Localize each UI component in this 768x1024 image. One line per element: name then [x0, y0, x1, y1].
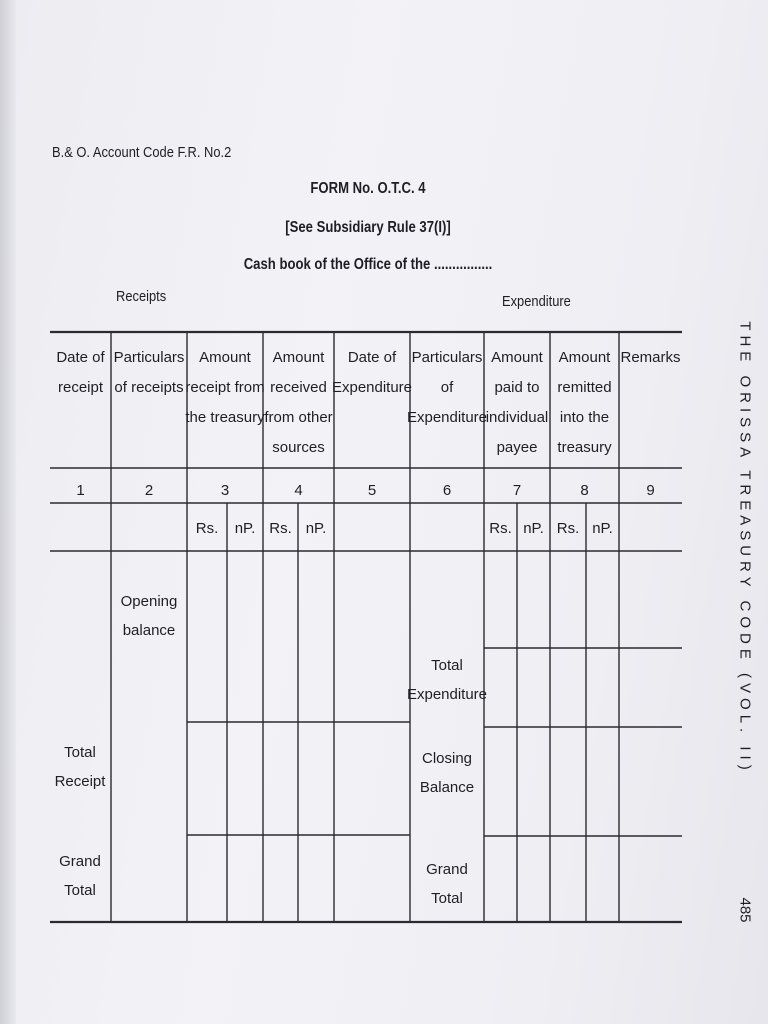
column-number: 2 — [144, 482, 154, 499]
column-header-text: Particulars — [113, 349, 185, 366]
rupees-subheader: Rs. — [195, 520, 219, 537]
column-header-text: Amount — [491, 349, 543, 366]
grand-total-right-label: Total — [431, 890, 463, 907]
column-header-text: receipt from — [185, 379, 265, 396]
column-header-text: into the — [559, 409, 610, 426]
column-header-text: of receipts — [114, 379, 184, 396]
column-number: 4 — [294, 482, 303, 499]
column-number: 9 — [646, 482, 655, 499]
column-number: 8 — [580, 482, 589, 499]
subsidiary-rule: [See Subsidiary Rule 37(I)] — [285, 219, 451, 236]
column-header-text: of — [440, 379, 454, 396]
closing-balance-label: Closing — [421, 750, 473, 767]
expenditure-label: Expenditure — [502, 293, 571, 310]
column-number: 3 — [220, 482, 230, 499]
rupees-subheader: Rs. — [489, 520, 512, 537]
column-header-text: Amount — [199, 349, 251, 366]
column-header-text: the treasury — [185, 409, 265, 426]
total-expenditure-label: Expenditure — [406, 686, 488, 703]
rupees-subheader: Rs. — [556, 520, 580, 537]
closing-balance-label: Balance — [419, 779, 475, 796]
column-header-text: Expenditure — [406, 409, 488, 426]
column-header-text: sources — [272, 439, 325, 456]
column-header-text: individual — [485, 409, 549, 426]
paise-subheader: nP. — [234, 520, 256, 537]
column-header-text: from other — [264, 409, 333, 426]
column-number: 1 — [76, 482, 85, 499]
book-title-vertical: THE ORISSA TREASURY CODE (VOL. II) — [736, 321, 754, 775]
total-receipt-label: Receipt — [54, 773, 106, 790]
column-header-text: Amount — [558, 349, 611, 366]
column-header-text: Expenditure — [331, 379, 413, 396]
column-number: 5 — [367, 482, 377, 499]
grand-total-left-label: Grand — [59, 853, 101, 870]
column-header-text: Particulars — [411, 349, 483, 366]
column-number: 6 — [442, 482, 452, 499]
column-header-text: Amount — [272, 349, 325, 366]
account-code: B.& O. Account Code F.R. No.2 — [52, 144, 232, 161]
column-header-text: Date of — [56, 349, 105, 366]
receipts-label: Receipts — [116, 288, 167, 305]
column-header-text: paid to — [494, 379, 540, 396]
page-number: 485 — [736, 897, 754, 923]
total-expenditure-label: Total — [431, 657, 463, 674]
column-header-text: receipt — [57, 379, 104, 396]
column-header-text: Date of — [347, 349, 397, 366]
column-header-text: Remarks — [620, 349, 681, 366]
form-number: FORM No. O.T.C. 4 — [310, 180, 426, 197]
paise-subheader: nP. — [523, 520, 544, 537]
column-header-text: received — [270, 379, 327, 396]
paise-subheader: nP. — [592, 520, 613, 537]
total-receipt-label: Total — [64, 744, 96, 761]
column-header-text: remitted — [557, 379, 612, 396]
column-header-text: treasury — [557, 439, 612, 456]
paise-subheader: nP. — [305, 520, 327, 537]
rupees-subheader: Rs. — [269, 520, 292, 537]
cash-book-title: Cash book of the Office of the ................ — [243, 256, 493, 273]
grand-total-left-label: Total — [64, 882, 96, 899]
opening-balance-label: balance — [122, 622, 176, 639]
column-number: 7 — [512, 482, 522, 499]
opening-balance-label: Opening — [120, 593, 178, 610]
column-header-text: payee — [496, 439, 538, 456]
grand-total-right-label: Grand — [426, 861, 468, 878]
